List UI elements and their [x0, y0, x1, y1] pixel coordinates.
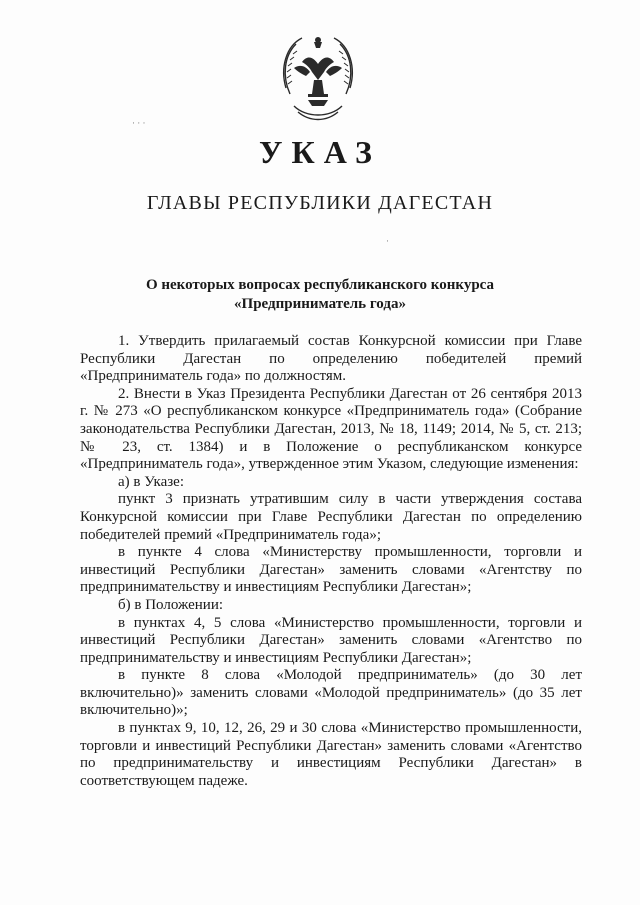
paragraph-9: в пунктах 9, 10, 12, 26, 29 и 30 слова «Министерство промышленности, торговли и инвестиций Республики Дагестан» заменить словами «Агентство по предпринимательству и инвестициям Республики Дагестан» в соответствующем падеже. [80, 720, 582, 789]
paragraph-4: пункт 3 признать утратившим силу в части утверждения состава Конкурсной комиссии при Главе Республики Дагестан по определению победителей премий «Предприниматель года»; [80, 491, 582, 543]
scan-speck: · [386, 236, 389, 246]
decree-heading-line-2: «Предприниматель года» [234, 296, 406, 312]
paragraph-6: б) в Положении: [118, 596, 224, 613]
paragraph-1: 1. Утвердить прилагаемый состав Конкурсной комиссии при Главе Республики Дагестан по определению победителей премий «Предприниматель года» по должностям. [80, 333, 582, 385]
document-subtitle: ГЛАВЫ РЕСПУБЛИКИ ДАГЕСТАН [146, 192, 494, 214]
paragraph-5: в пункте 4 слова «Министерству промышленности, торговли и инвестиций Республики Дагестан» заменить словами «Агентству по предпринимательству и инвестициям Республики Дагестан»; [80, 544, 582, 596]
paragraph-2: 2. Внести в Указ Президента Республики Дагестан от 26 сентября 2013 г. № 273 «О республиканском конкурсе «Предприниматель года» (Собрание законодательства Республики Дагестан, 2013, № 18, 1149; 2014, № 5, ст. 213; № 23, ст. 1384) и в Положение о республиканском конкурсе «Предприниматель года», утвержденное этим Указом, следующие изменения: [80, 385, 582, 473]
paragraph-3: а) в Указе: [118, 473, 185, 490]
decree-body [80, 333, 582, 790]
paragraph-7: в пунктах 4, 5 слова «Министерство промышленности, торговли и инвестиций Республики Дагестан» заменить словами «Агентство по предпринимательству и инвестициям Республики Дагестан»; [80, 614, 582, 666]
document-title: УКАЗ [259, 134, 381, 170]
paragraph-8: в пункте 8 слова «Молодой предприниматель» (до 30 лет включительно)» заменить словами «Молодой предприниматель» (до 35 лет включительно)»; [80, 667, 582, 719]
decree-heading-line-1: О некоторых вопросах республиканского конкурса [145, 277, 495, 293]
coat-of-arms-icon [272, 28, 364, 124]
decree-heading [0, 276, 640, 314]
scan-speck: · · · [132, 118, 146, 128]
